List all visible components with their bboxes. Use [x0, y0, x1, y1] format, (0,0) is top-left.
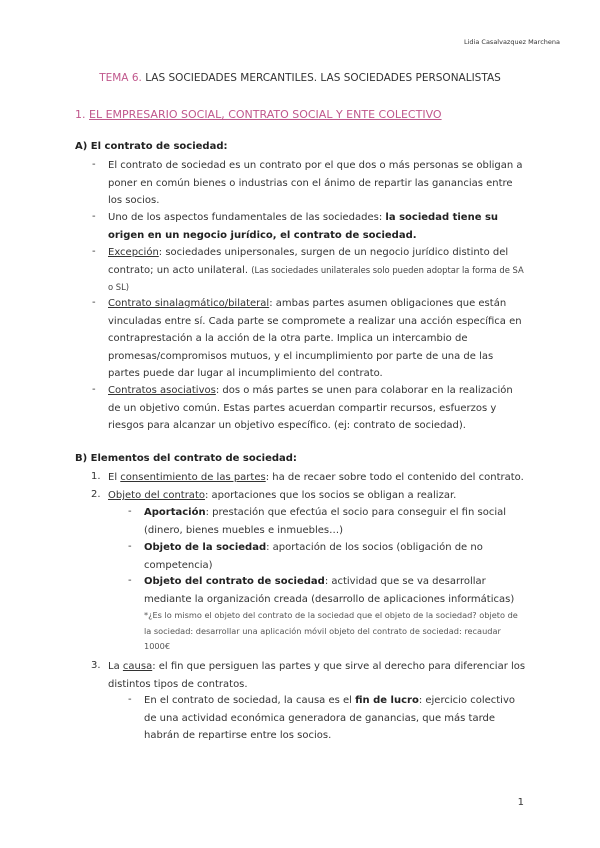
item-text: : el fin que persiguen las partes y que sirve al derecho para diferenciar los distintos tipos de contratos.	[108, 661, 526, 690]
sub-item-text: : aportación de los socios (obligación de no competencia)	[144, 542, 483, 571]
list-item	[108, 658, 528, 693]
section-heading	[75, 108, 442, 121]
list-item	[108, 382, 528, 435]
sub-item-text: : prestación que efectúa el socio para conseguir el fin social (dinero, bienes muebles e inmuebles…)	[144, 507, 507, 536]
sub-item-text: : ejercicio colectivo de una actividad económica generadora de ganancias, que más tarde habrán de repartirse entre los socios.	[144, 695, 515, 742]
list-item	[108, 295, 528, 383]
item-text: Uno de los aspectos fundamentales de las sociedades:	[108, 212, 386, 223]
bullet-dash: -	[128, 506, 132, 517]
item-term: Objeto del contrato	[108, 490, 205, 501]
item-number: 2.	[91, 489, 101, 500]
part-a-heading: A) El contrato de sociedad:	[75, 141, 228, 152]
list-item	[108, 209, 528, 244]
item-term: consentimiento de las partes	[120, 472, 266, 483]
list-item	[108, 487, 528, 505]
page-title	[0, 72, 600, 84]
item-small-note: (Las sociedades unilaterales solo pueden adoptar la forma de SA o SL)	[108, 264, 524, 293]
sub-item	[144, 539, 524, 574]
item-pre: El	[108, 472, 121, 483]
item-number: 1.	[91, 471, 101, 482]
bullet-dash: -	[128, 541, 132, 552]
section-title: EL EMPRESARIO SOCIAL, CONTRATO SOCIAL Y ENTE COLECTIVO	[89, 108, 442, 121]
bullet-dash: -	[92, 211, 96, 222]
sub-item-pre: En el contrato de sociedad, la causa es el	[144, 695, 356, 706]
item-term: causa	[122, 661, 153, 672]
title-text: LAS SOCIEDADES MERCANTILES. LAS SOCIEDADES PERSONALISTAS	[145, 72, 501, 84]
bullet-dash: -	[92, 297, 96, 308]
item-term: Excepción	[108, 247, 159, 258]
item-text: : dos o más partes se unen para colaborar en la realización de un objetivo común. Estas partes acuerdan compartir recursos, esfuerzos y riesgos para alcanzar un objetivo específico. (ej: contrato de sociedad).	[108, 385, 513, 432]
bullet-dash: -	[128, 694, 132, 705]
sub-item	[144, 573, 534, 608]
list-item: El contrato de sociedad es un contrato por el que dos o más personas se obligan a poner en común bienes o industrias con el ánimo de repartir las ganancias entre los socios.	[108, 160, 523, 207]
section-number: 1.	[75, 108, 86, 121]
item-text: : aportaciones que los socios se obligan a realizar.	[204, 490, 457, 501]
item-text: : ha de recaer sobre todo el contenido del contrato.	[265, 472, 524, 483]
sub-item-bold: fin de lucro	[355, 695, 419, 706]
item-bold: la sociedad tiene su origen en un negocio jurídico, el contrato de sociedad.	[108, 212, 499, 241]
side-note: *¿Es lo mismo el objeto del contrato de la sociedad que el objeto de la sociedad? objeto de la sociedad: desarrollar una aplicación móvil objeto del contrato de sociedad: recaudar 1000€	[144, 610, 518, 651]
author-name: Lidia Casalvazquez Marchena	[464, 38, 560, 46]
item-text: : sociedades unipersonales, surgen de un negocio jurídico distinto del contrato; un acto unilateral.	[108, 247, 509, 276]
item-number: 3.	[91, 660, 101, 671]
title-prefix: TEMA 6.	[99, 72, 142, 84]
sub-item	[144, 504, 534, 539]
bullet-dash: -	[128, 575, 132, 586]
bullet-dash: -	[92, 246, 96, 257]
item-term: Contrato sinalagmático/bilateral	[108, 298, 270, 309]
sub-item-bold: Aportación	[144, 507, 206, 518]
sub-item	[144, 692, 529, 745]
list-item	[108, 469, 528, 487]
part-b-heading: B) Elementos del contrato de sociedad:	[75, 453, 297, 464]
item-text: : ambas partes asumen obligaciones que están vinculadas entre sí. Cada parte se compromete a realizar una acción específica en contraprestación a la acción de la otra parte. Implica un intercambio de promesas/compromisos mutuos, y el incumplimiento por parte de una de las partes puede dar lugar al incumplimiento del contrato.	[108, 298, 522, 380]
item-term: Contratos asociativos	[108, 385, 216, 396]
bullet-dash: -	[92, 159, 96, 170]
sub-item-bold: Objeto de la sociedad	[144, 542, 267, 553]
bullet-dash: -	[92, 384, 96, 395]
sub-item-bold: Objeto del contrato de sociedad	[144, 576, 325, 587]
list-item	[108, 244, 528, 297]
page-number: 1	[517, 797, 524, 808]
sub-item-text: : actividad que se va desarrollar mediante la organización creada (desarrollo de aplicaciones informáticas)	[144, 576, 515, 605]
item-pre: La	[108, 661, 123, 672]
